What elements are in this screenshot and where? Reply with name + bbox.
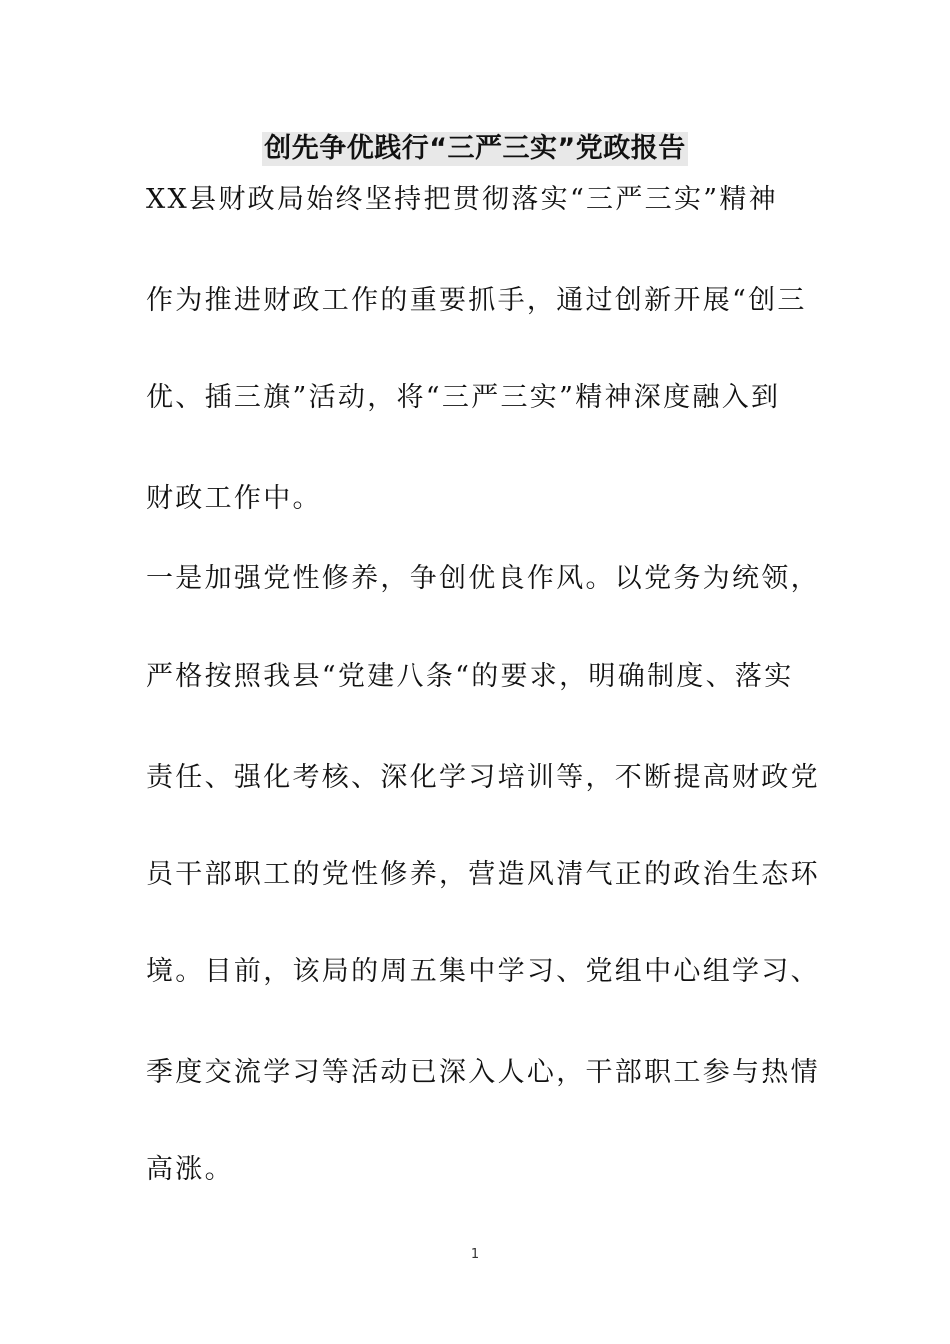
document-title: 创先争优践行“三严三实”党政报告 [264,133,686,164]
paragraph-line: 财政工作中。 [146,483,322,514]
paragraph-line: 责任、强化考核、深化学习培训等，不断提高财政党 [146,762,820,793]
paragraph-line: 境。目前，该局的周五集中学习、党组中心组学习、 [146,956,820,987]
paragraph-line: 严格按照我县“党建八条“的要求，明确制度、落实 [146,661,794,692]
page-number: 1 [470,1247,480,1262]
paragraph-line: XX县财政局始终坚持把贯彻落实“三严三实”精神 [146,184,778,215]
paragraph-line: 一是加强党性修养，争创优良作风。以党务为统领， [146,563,820,594]
paragraph-line: 员干部职工的党性修养，营造风清气正的政治生态环 [146,859,820,890]
paragraph-line: 高涨。 [146,1154,234,1185]
title-container [0,132,950,166]
paragraph-line: 季度交流学习等活动已深入人心，干部职工参与热情 [146,1057,820,1088]
paragraph-line: 作为推进财政工作的重要抓手，通过创新开展“创三 [146,285,807,316]
paragraph-line: 优、插三旗”活动，将“三严三实”精神深度融入到 [146,382,781,413]
